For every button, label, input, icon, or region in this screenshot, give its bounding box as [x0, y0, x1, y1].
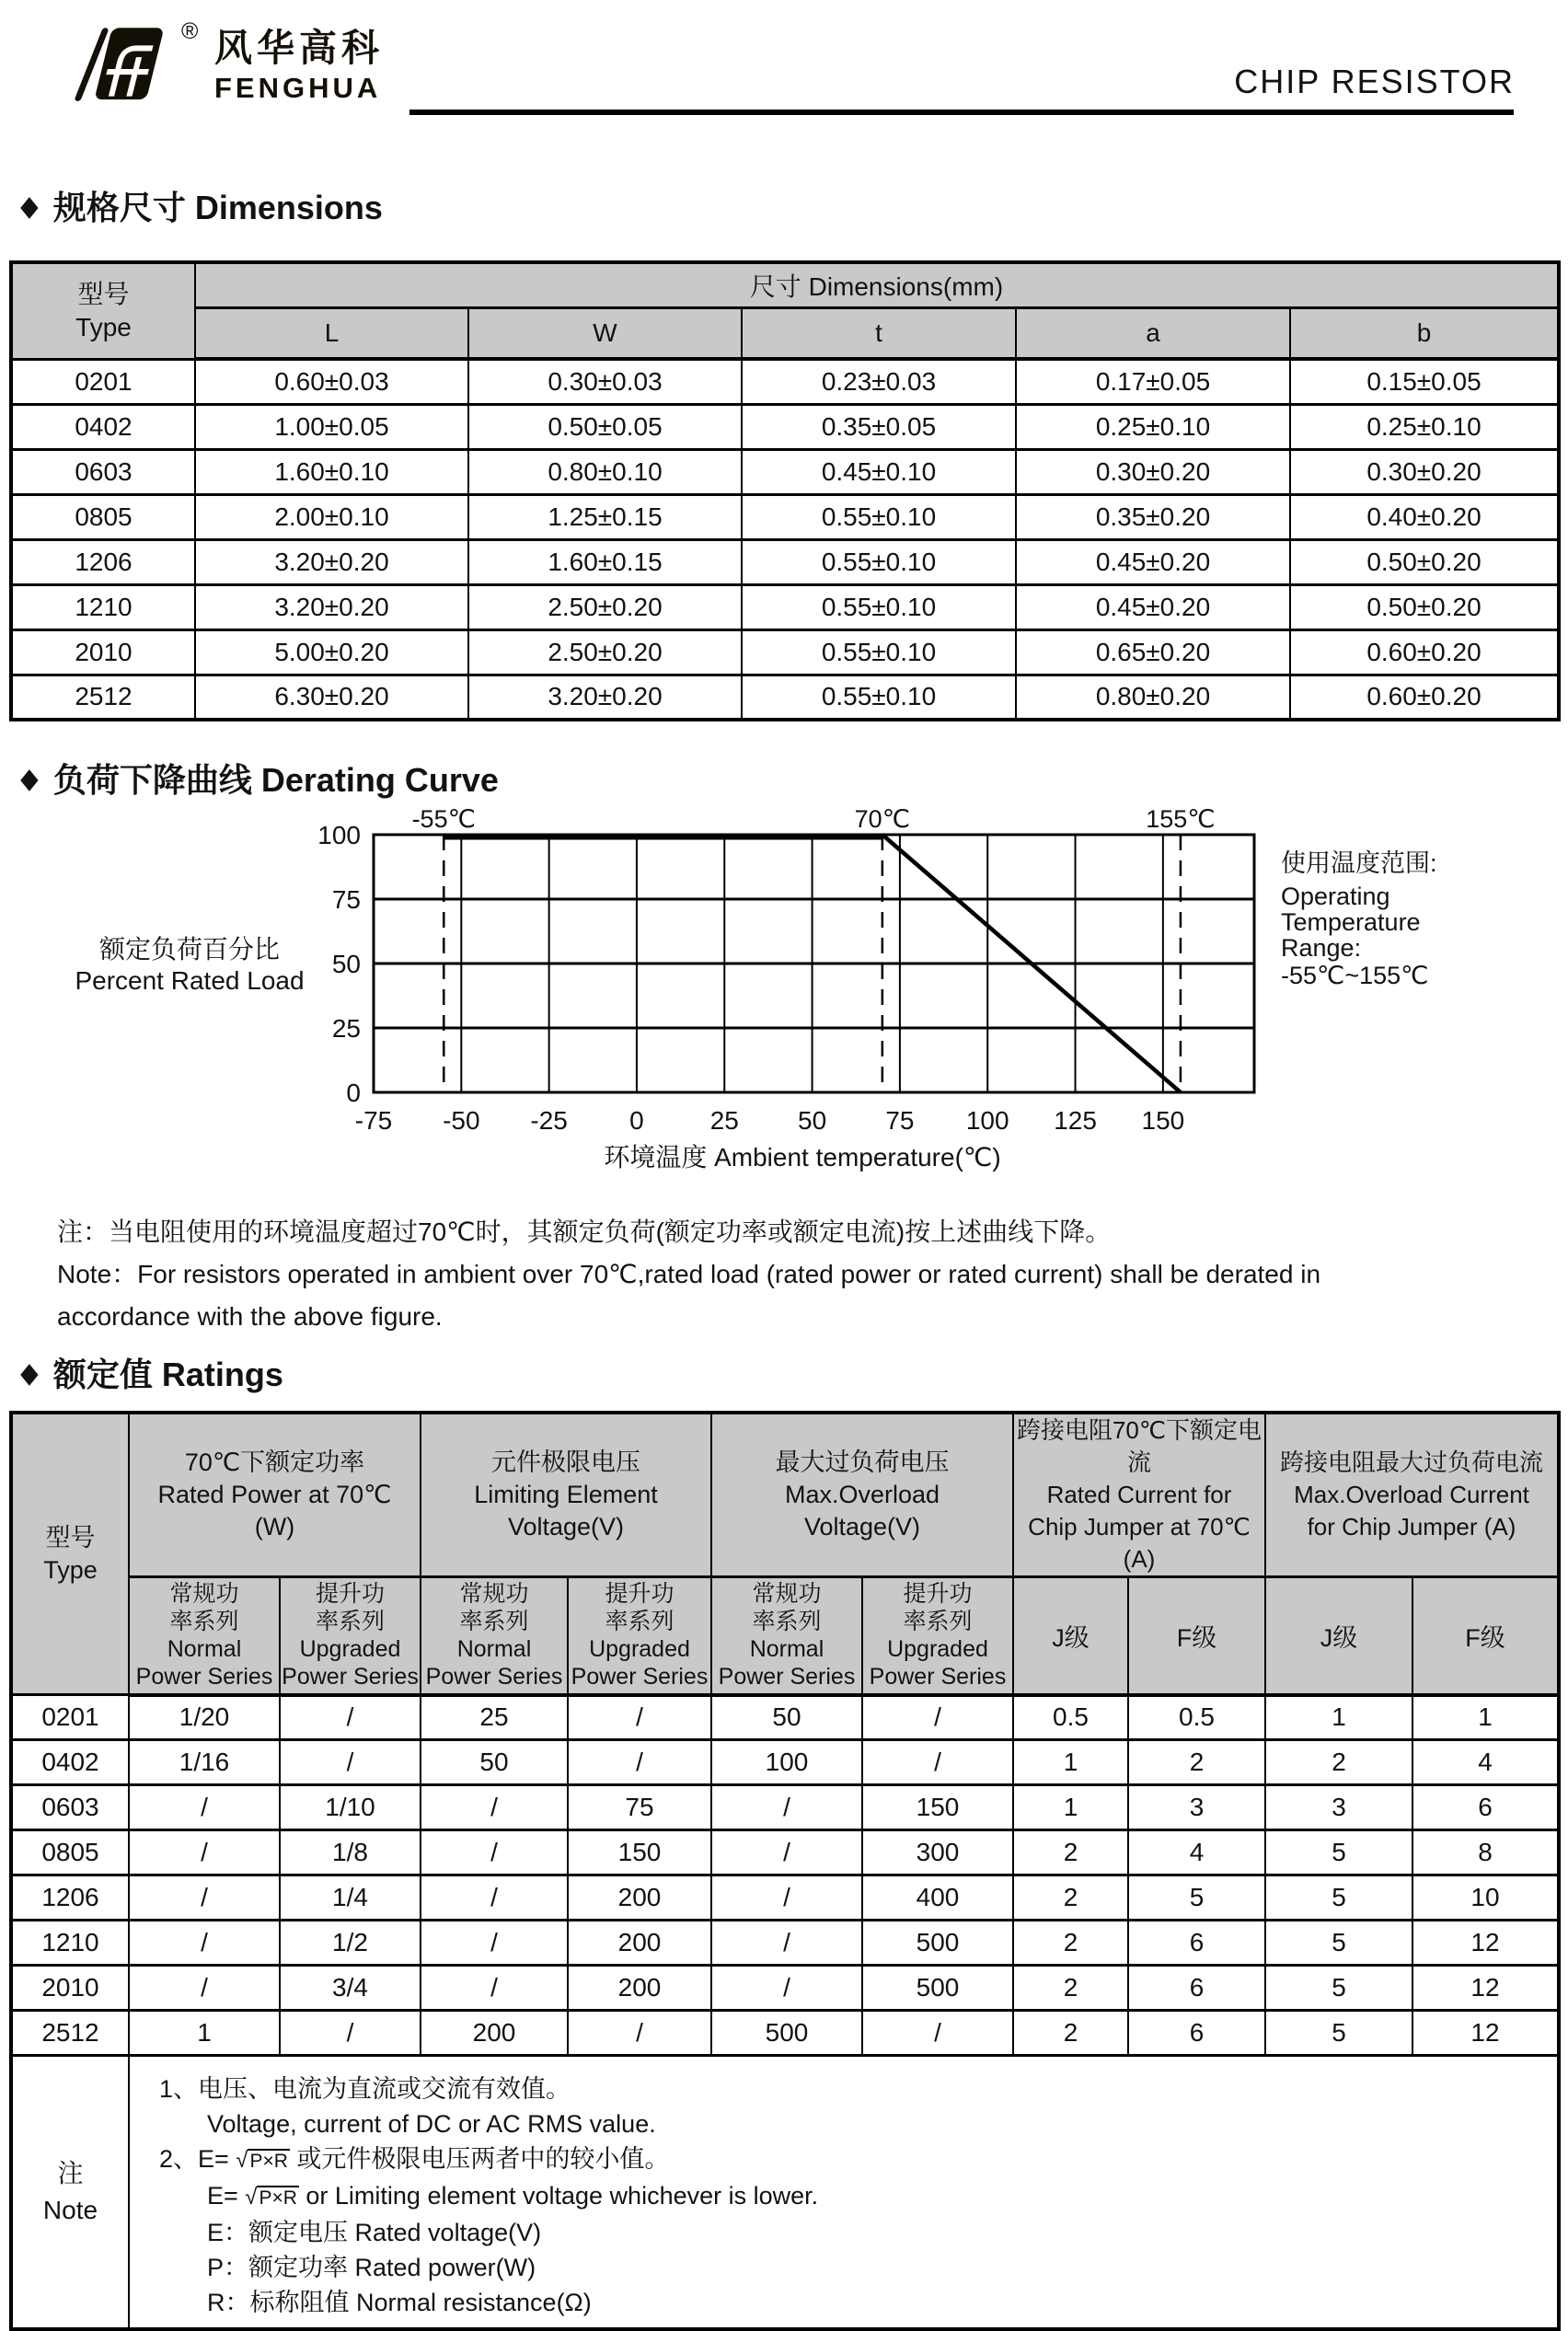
x-tick-label: 150: [1141, 1106, 1185, 1135]
value-cell: 200: [568, 1921, 711, 1966]
document-title: CHIP RESISTOR: [1234, 63, 1515, 100]
value-cell: 0.40±0.20: [1290, 494, 1559, 539]
operating-range-note-line: Temperature: [1281, 908, 1421, 936]
value-cell: 0.60±0.20: [1290, 629, 1559, 675]
value-cell: 2: [1128, 1740, 1265, 1785]
table-row: [11, 675, 1559, 720]
type-cell: 2010: [11, 1966, 129, 2011]
value-cell: 0.80±0.10: [468, 449, 742, 494]
subheader-grade-f: F级: [1412, 1577, 1559, 1695]
value-cell: 0.45±0.20: [1016, 539, 1290, 584]
value-cell: 2: [1013, 1966, 1128, 2011]
subheader-normal-power: 常规功 率系列 Normal Power Series: [129, 1577, 280, 1695]
operating-range-note-line: 使用温度范围:: [1281, 849, 1437, 877]
type-cell: 0603: [11, 1785, 129, 1830]
value-cell: 3.20±0.20: [468, 675, 742, 720]
value-cell: /: [568, 1695, 711, 1740]
ratings-note-row: [11, 2056, 1559, 2330]
col-header-W: W: [468, 307, 742, 359]
value-cell: /: [862, 1695, 1013, 1740]
x-tick-label: 125: [1054, 1106, 1097, 1135]
value-cell: 1: [1013, 1785, 1128, 1830]
value-cell: 5: [1265, 1875, 1412, 1921]
note-line: 2、E= √P×R 或元件极限电压两者中的较小值。: [159, 2145, 670, 2173]
value-cell: /: [280, 1740, 421, 1785]
value-cell: 2: [1013, 2011, 1128, 2056]
subheader-grade-f: F级: [1128, 1577, 1265, 1695]
value-cell: 200: [568, 1966, 711, 2011]
value-cell: 0.65±0.20: [1016, 629, 1290, 675]
note-line: E：额定电压 Rated voltage(V): [207, 2219, 542, 2246]
type-cell: 0201: [11, 1695, 129, 1740]
value-cell: 0.35±0.20: [1016, 494, 1290, 539]
value-cell: 0.23±0.03: [742, 359, 1016, 404]
type-cell: 1210: [11, 1921, 129, 1966]
value-cell: 1: [1412, 1695, 1559, 1740]
value-cell: /: [280, 2011, 421, 2056]
y-axis-label-en: Percent Rated Load: [75, 966, 305, 995]
value-cell: 25: [421, 1695, 568, 1740]
subheader-upgraded-power: 提升功 率系列 Upgraded Power Series: [862, 1577, 1013, 1695]
value-cell: 0.60±0.20: [1290, 675, 1559, 720]
note-line: 1、电压、电流为直流或交流有效值。: [159, 2075, 571, 2103]
subheader-upgraded-power: 提升功 率系列 Upgraded Power Series: [280, 1577, 421, 1695]
value-cell: 0.30±0.20: [1016, 449, 1290, 494]
table-row: [11, 1875, 1559, 1921]
value-cell: /: [421, 1921, 568, 1966]
x-tick-label: -50: [443, 1106, 480, 1135]
value-cell: 6: [1412, 1785, 1559, 1830]
value-cell: 150: [862, 1785, 1013, 1830]
value-cell: /: [862, 2011, 1013, 2056]
logo-name-latin: FENGHUA: [214, 72, 382, 104]
value-cell: 2.00±0.10: [195, 494, 468, 539]
value-cell: 5: [1265, 1966, 1412, 2011]
value-cell: 0.60±0.03: [195, 359, 468, 404]
col-header-t: t: [742, 307, 1016, 359]
table-row: [11, 1785, 1559, 1830]
value-cell: /: [421, 1830, 568, 1875]
value-cell: 3: [1265, 1785, 1412, 1830]
value-cell: /: [711, 1830, 862, 1875]
y-tick-label: 25: [331, 1014, 361, 1043]
table-row: [11, 494, 1559, 539]
type-cell: 2010: [11, 629, 195, 675]
value-cell: 100: [711, 1740, 862, 1785]
type-header-zh: 型号: [45, 1523, 96, 1552]
value-cell: 1: [1265, 1695, 1412, 1740]
value-cell: 2: [1013, 1921, 1128, 1966]
value-cell: 0.50±0.20: [1290, 584, 1559, 629]
ratings-section-heading: [18, 1349, 283, 1396]
diamond-bullet-icon: ◆: [20, 190, 39, 222]
value-cell: 8: [1412, 1830, 1559, 1875]
value-cell: /: [129, 1875, 280, 1921]
dimensions-table: [9, 260, 1561, 721]
value-cell: 10: [1412, 1875, 1559, 1921]
value-cell: 6: [1128, 1921, 1265, 1966]
value-cell: /: [711, 1966, 862, 2011]
registered-trademark-icon: ®: [181, 18, 199, 44]
derating-section-title: 负荷下降曲线 Derating Curve: [52, 761, 499, 799]
value-cell: 0.30±0.03: [468, 359, 742, 404]
value-cell: 0.30±0.20: [1290, 449, 1559, 494]
dashed-temp-label: 70℃: [854, 805, 911, 833]
value-cell: 500: [862, 1921, 1013, 1966]
value-cell: 6: [1128, 2011, 1265, 2056]
table-row: [11, 449, 1559, 494]
y-tick-label: 100: [317, 821, 361, 849]
value-cell: 5.00±0.20: [195, 629, 468, 675]
value-cell: 0.5: [1128, 1695, 1265, 1740]
col-header-b: b: [1290, 307, 1559, 359]
derating-note-en-1: Note：For resistors operated in ambient over 70℃,rated load (rated power or rated current) shall be derated in: [57, 1260, 1321, 1288]
type-cell: 2512: [11, 2011, 129, 2056]
ratings-header-row-2: [11, 1577, 1559, 1695]
value-cell: 0.15±0.05: [1290, 359, 1559, 404]
dashed-temp-label: 155℃: [1146, 805, 1216, 833]
value-cell: 12: [1412, 2011, 1559, 2056]
logo-text: [214, 29, 384, 102]
value-cell: 1.60±0.15: [468, 539, 742, 584]
table-row: [11, 539, 1559, 584]
derating-note-en-2: accordance with the above figure.: [57, 1302, 443, 1331]
value-cell: 2.50±0.20: [468, 629, 742, 675]
dimensions-section-title: 规格尺寸 Dimensions: [52, 189, 383, 226]
value-cell: /: [280, 1695, 421, 1740]
header-rule: [409, 110, 1514, 115]
value-cell: 0.35±0.05: [742, 404, 1016, 449]
table-row: [11, 404, 1559, 449]
value-cell: /: [129, 1921, 280, 1966]
type-cell: 1210: [11, 584, 195, 629]
x-tick-label: -75: [354, 1106, 393, 1135]
value-cell: 3/4: [280, 1966, 421, 2011]
ratings-header-row-1: [11, 1413, 1559, 1577]
value-cell: 0.55±0.10: [742, 494, 1016, 539]
value-cell: 1: [129, 2011, 280, 2056]
value-cell: /: [711, 1785, 862, 1830]
x-axis-label: 环境温度 Ambient temperature(℃): [604, 1143, 1001, 1171]
value-cell: 12: [1412, 1921, 1559, 1966]
group-rated-power: 70℃下额定功率 Rated Power at 70℃ (W): [129, 1413, 421, 1577]
value-cell: 6.30±0.20: [195, 675, 468, 720]
table-row: [11, 629, 1559, 675]
value-cell: 1.00±0.05: [195, 404, 468, 449]
derating-curve-chart: [0, 787, 1568, 1184]
type-cell: 2512: [11, 675, 195, 720]
subheader-upgraded-power: 提升功 率系列 Upgraded Power Series: [568, 1577, 711, 1695]
value-cell: /: [711, 1921, 862, 1966]
type-cell: 0402: [11, 404, 195, 449]
group-overload-voltage: 最大过负荷电压 Max.Overload Voltage(V): [711, 1413, 1013, 1577]
operating-range-note-line: -55℃~155℃: [1281, 962, 1429, 989]
value-cell: /: [129, 1785, 280, 1830]
fenghua-logo-icon: [75, 22, 160, 109]
value-cell: 5: [1265, 1921, 1412, 1966]
value-cell: 5: [1128, 1875, 1265, 1921]
value-cell: 1.60±0.10: [195, 449, 468, 494]
value-cell: 1/2: [280, 1921, 421, 1966]
dashed-temp-label: -55℃: [411, 805, 476, 833]
value-cell: 75: [568, 1785, 711, 1830]
col-header-L: L: [195, 307, 468, 359]
value-cell: 0.55±0.10: [742, 539, 1016, 584]
type-column-header: [11, 1413, 129, 1695]
value-cell: 1/20: [129, 1695, 280, 1740]
subheader-grade-j: J级: [1265, 1577, 1412, 1695]
value-cell: 0.25±0.10: [1016, 404, 1290, 449]
value-cell: 2: [1013, 1830, 1128, 1875]
dimensions-group-header: 尺寸 Dimensions(mm): [195, 262, 1559, 307]
operating-range-note-line: Range:: [1281, 934, 1362, 962]
type-cell: 0805: [11, 494, 195, 539]
value-cell: 200: [568, 1875, 711, 1921]
dimensions-header-row-2: [11, 307, 1559, 359]
table-row: [11, 584, 1559, 629]
value-cell: 0.17±0.05: [1016, 359, 1290, 404]
value-cell: /: [568, 1740, 711, 1785]
type-cell: 1206: [11, 1875, 129, 1921]
table-row: [11, 359, 1559, 404]
type-cell: 0201: [11, 359, 195, 404]
value-cell: 0.5: [1013, 1695, 1128, 1740]
type-cell: 1206: [11, 539, 195, 584]
type-cell: 0805: [11, 1830, 129, 1875]
type-header-en: Type: [75, 312, 132, 341]
value-cell: /: [568, 2011, 711, 2056]
value-cell: 1: [1013, 1740, 1128, 1785]
subheader-normal-power: 常规功 率系列 Normal Power Series: [711, 1577, 862, 1695]
value-cell: 0.55±0.10: [742, 584, 1016, 629]
note-line: Voltage, current of DC or AC RMS value.: [207, 2110, 656, 2138]
value-cell: /: [129, 1830, 280, 1875]
value-cell: 0.55±0.10: [742, 629, 1016, 675]
value-cell: 0.25±0.10: [1290, 404, 1559, 449]
value-cell: /: [711, 1875, 862, 1921]
y-axis-label-zh: 额定负荷百分比: [98, 935, 281, 964]
ratings-table: [9, 1411, 1561, 2331]
table-row: [11, 1921, 1559, 1966]
x-tick-label: 50: [798, 1106, 827, 1135]
type-column-header: [11, 262, 195, 359]
x-tick-label: -25: [530, 1106, 568, 1135]
sqrt-icon: √: [236, 2148, 248, 2173]
value-cell: 3.20±0.20: [195, 539, 468, 584]
y-tick-label: 75: [331, 885, 361, 914]
x-tick-label: 75: [885, 1106, 915, 1135]
value-cell: 4: [1412, 1740, 1559, 1785]
value-cell: 0.50±0.05: [468, 404, 742, 449]
value-cell: /: [421, 1875, 568, 1921]
ratings-section-title: 额定值 Ratings: [52, 1356, 283, 1393]
value-cell: 3.20±0.20: [195, 584, 468, 629]
value-cell: 2: [1265, 1740, 1412, 1785]
value-cell: 0.45±0.10: [742, 449, 1016, 494]
operating-range-note-line: Operating: [1281, 883, 1390, 910]
value-cell: 1/8: [280, 1830, 421, 1875]
x-tick-label: 100: [965, 1106, 1009, 1135]
value-cell: 150: [568, 1830, 711, 1875]
dimensions-section-heading: [18, 182, 383, 229]
value-cell: /: [421, 1785, 568, 1830]
note-line: E= √P×R or Limiting element voltage whichever is lower.: [207, 2182, 819, 2210]
subheader-grade-j: J级: [1013, 1577, 1128, 1695]
note-line: P：额定功率 Rated power(W): [207, 2254, 536, 2281]
value-cell: 1.25±0.15: [468, 494, 742, 539]
x-tick-label: 0: [629, 1106, 644, 1135]
table-row: [11, 1740, 1559, 1785]
y-tick-label: 50: [331, 950, 361, 978]
table-row: [11, 2011, 1559, 2056]
group-limiting-voltage: 元件极限电压 Limiting Element Voltage(V): [421, 1413, 711, 1577]
value-cell: 5: [1265, 1830, 1412, 1875]
value-cell: /: [421, 1966, 568, 2011]
derating-note: [57, 1211, 1511, 1338]
ratings-notes: [129, 2056, 1559, 2330]
col-header-a: a: [1016, 307, 1290, 359]
value-cell: 6: [1128, 1966, 1265, 2011]
value-cell: 500: [862, 1966, 1013, 2011]
value-cell: 400: [862, 1875, 1013, 1921]
derating-note-zh: 注：当电阻使用的环境温度超过70℃时，其额定负荷(额定功率或额定电流)按上述曲线下降。: [57, 1217, 1112, 1246]
group-jumper-overload-current: 跨接电阻最大过负荷电流 Max.Overload Current for Chip Jumper (A): [1265, 1413, 1559, 1577]
value-cell: 2: [1013, 1875, 1128, 1921]
type-header-zh: 型号: [77, 279, 130, 308]
subheader-normal-power: 常规功 率系列 Normal Power Series: [421, 1577, 568, 1695]
value-cell: 300: [862, 1830, 1013, 1875]
value-cell: 0.55±0.10: [742, 675, 1016, 720]
value-cell: 200: [421, 2011, 568, 2056]
value-cell: 500: [711, 2011, 862, 2056]
table-row: [11, 1966, 1559, 2011]
x-tick-label: 25: [709, 1106, 739, 1135]
table-row: [11, 1695, 1559, 1740]
value-cell: 2.50±0.20: [468, 584, 742, 629]
table-row: [11, 1830, 1559, 1875]
value-cell: 1/10: [280, 1785, 421, 1830]
type-cell: 0603: [11, 449, 195, 494]
type-cell: 0402: [11, 1740, 129, 1785]
diamond-bullet-icon: ◆: [20, 1356, 39, 1389]
dimensions-header-row-1: [11, 262, 1559, 307]
value-cell: 0.80±0.20: [1016, 675, 1290, 720]
note-label: 注 Note: [11, 2056, 129, 2330]
value-cell: 0.50±0.20: [1290, 539, 1559, 584]
value-cell: 3: [1128, 1785, 1265, 1830]
y-tick-label: 0: [346, 1079, 361, 1107]
note-line: R：标称阻值 Normal resistance(Ω): [207, 2289, 592, 2316]
logo-name-cjk: 风华高科: [214, 27, 384, 69]
value-cell: 0.45±0.20: [1016, 584, 1290, 629]
type-header-en: Type: [43, 1555, 98, 1584]
value-cell: 50: [421, 1740, 568, 1785]
value-cell: /: [129, 1966, 280, 2011]
value-cell: 1/4: [280, 1875, 421, 1921]
value-cell: 5: [1265, 2011, 1412, 2056]
value-cell: 1/16: [129, 1740, 280, 1785]
value-cell: /: [862, 1740, 1013, 1785]
value-cell: 12: [1412, 1966, 1559, 2011]
value-cell: 4: [1128, 1830, 1265, 1875]
value-cell: 50: [711, 1695, 862, 1740]
diamond-bullet-icon: ◆: [20, 762, 39, 794]
group-jumper-rated-current: 跨接电阻70℃下额定电流 Rated Current for Chip Jumper at 70℃(A): [1013, 1413, 1265, 1577]
sqrt-icon: √: [245, 2185, 258, 2210]
